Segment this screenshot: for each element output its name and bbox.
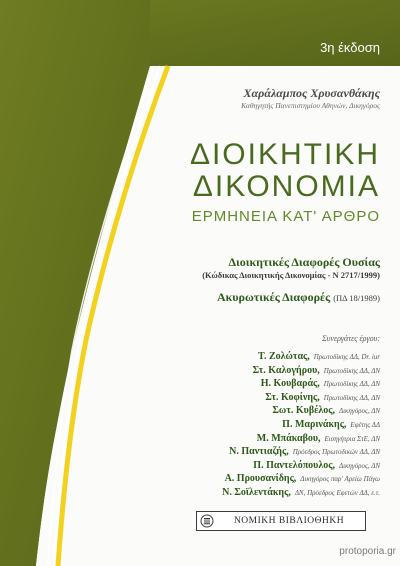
- contributor-name: Π. Μαρινάκης,: [282, 418, 347, 430]
- contributor-item: [150, 430, 380, 444]
- watermark-text: protoporia.gr: [339, 546, 396, 557]
- contributor-role: Δικηγόρος, ΔΝ: [339, 461, 380, 470]
- contributor-item: [150, 416, 380, 430]
- contributor-name: Η. Κουβαράς,: [260, 378, 320, 390]
- contributor-role: Εφέτης ΔΔ: [350, 420, 380, 429]
- contributors-list: [150, 348, 380, 498]
- contributor-item: [150, 375, 380, 389]
- contributor-role: Πρωτοδίκης ΔΔ, ΔΝ: [323, 366, 380, 375]
- book-subtitle: ΕΡΜΗΝΕΙΑ ΚΑΤ' ΑΡΘΡΟ: [191, 208, 380, 225]
- contributor-name: Σωτ. Κυβέλος,: [272, 405, 335, 417]
- section2-subtitle: (ΠΔ 18/1989): [333, 293, 380, 303]
- contributor-item: [150, 443, 380, 457]
- contributor-role: Πρωτοδίκης ΔΔ, Dr. iur: [313, 353, 380, 361]
- contributor-name: Στ. Καλογήρου,: [252, 364, 320, 376]
- contributor-role: ΔΝ, Πρόεδρος Εφετών ΔΔ, ε.τ.: [294, 488, 380, 497]
- contributor-name: Π. Παντελόπουλος,: [253, 459, 335, 471]
- author-title: Καθηγητής Πανεπιστημίου Αθηνών, Δικηγόρος: [241, 101, 380, 110]
- section1-subtitle: (Κώδικας Διοικητικής Δικονομίας - Ν 2717/1999): [202, 270, 380, 280]
- contributor-name: Μ. Μπάκαβου,: [256, 432, 321, 444]
- book-title-line1: ΔΙΟΙΚΗΤΙΚΗ: [189, 138, 380, 171]
- section1-title: Διοικητικές Διαφορές Ουσίας: [228, 255, 380, 269]
- section2-line: [120, 290, 380, 305]
- publisher-emblem-icon: [200, 514, 214, 528]
- edition-label: 3η έκδοση: [320, 40, 380, 55]
- contributor-item: [150, 470, 380, 484]
- contributor-role: Πρωτοδίκης ΔΔ, ΔΝ: [323, 393, 380, 402]
- contributor-item: [150, 457, 380, 471]
- contributor-role: Δικηγόρος παρ' Αρείω Πάγω: [300, 475, 380, 484]
- section2-title: Ακυρωτικές Διαφορές: [216, 290, 331, 304]
- publisher-logo-box: [196, 511, 366, 531]
- contributor-name: Α. Προυσανίδης,: [224, 473, 297, 485]
- contributor-role: Δικηγόρος, ΔΝ: [339, 407, 380, 416]
- contributor-item: [150, 484, 380, 498]
- contributor-role: Εισηγήτρια ΣτΕ, ΔΝ: [324, 434, 380, 443]
- contributors-heading: Συνεργάτες έργου:: [321, 334, 380, 343]
- contributor-name: Στ. Κοφίνης,: [265, 391, 320, 403]
- contributor-name: Ν. Παντιαζής,: [229, 446, 289, 458]
- contributor-role: Πρωτοδίκης ΔΔ, ΔΝ: [323, 380, 380, 389]
- publisher-name: ΝΟΜΙΚΗ ΒΙΒΛΙΟΘΗΚΗ: [233, 516, 345, 526]
- contributor-name: Ν. Σοϊλεντάκης,: [222, 486, 291, 498]
- contributor-role: Πρόεδρος Πρωτοδικών ΔΔ, ΔΝ: [292, 448, 380, 457]
- book-title-line2: ΔΙΚΟΝΟΜΙΑ: [192, 170, 380, 203]
- contributor-item: [150, 389, 380, 403]
- contributor-name: Τ. Ζολώτας,: [258, 351, 310, 362]
- contributor-item: [150, 362, 380, 376]
- author-name: Χαράλαμπος Χρυσανθάκης: [243, 86, 380, 100]
- contributor-item: [150, 348, 380, 362]
